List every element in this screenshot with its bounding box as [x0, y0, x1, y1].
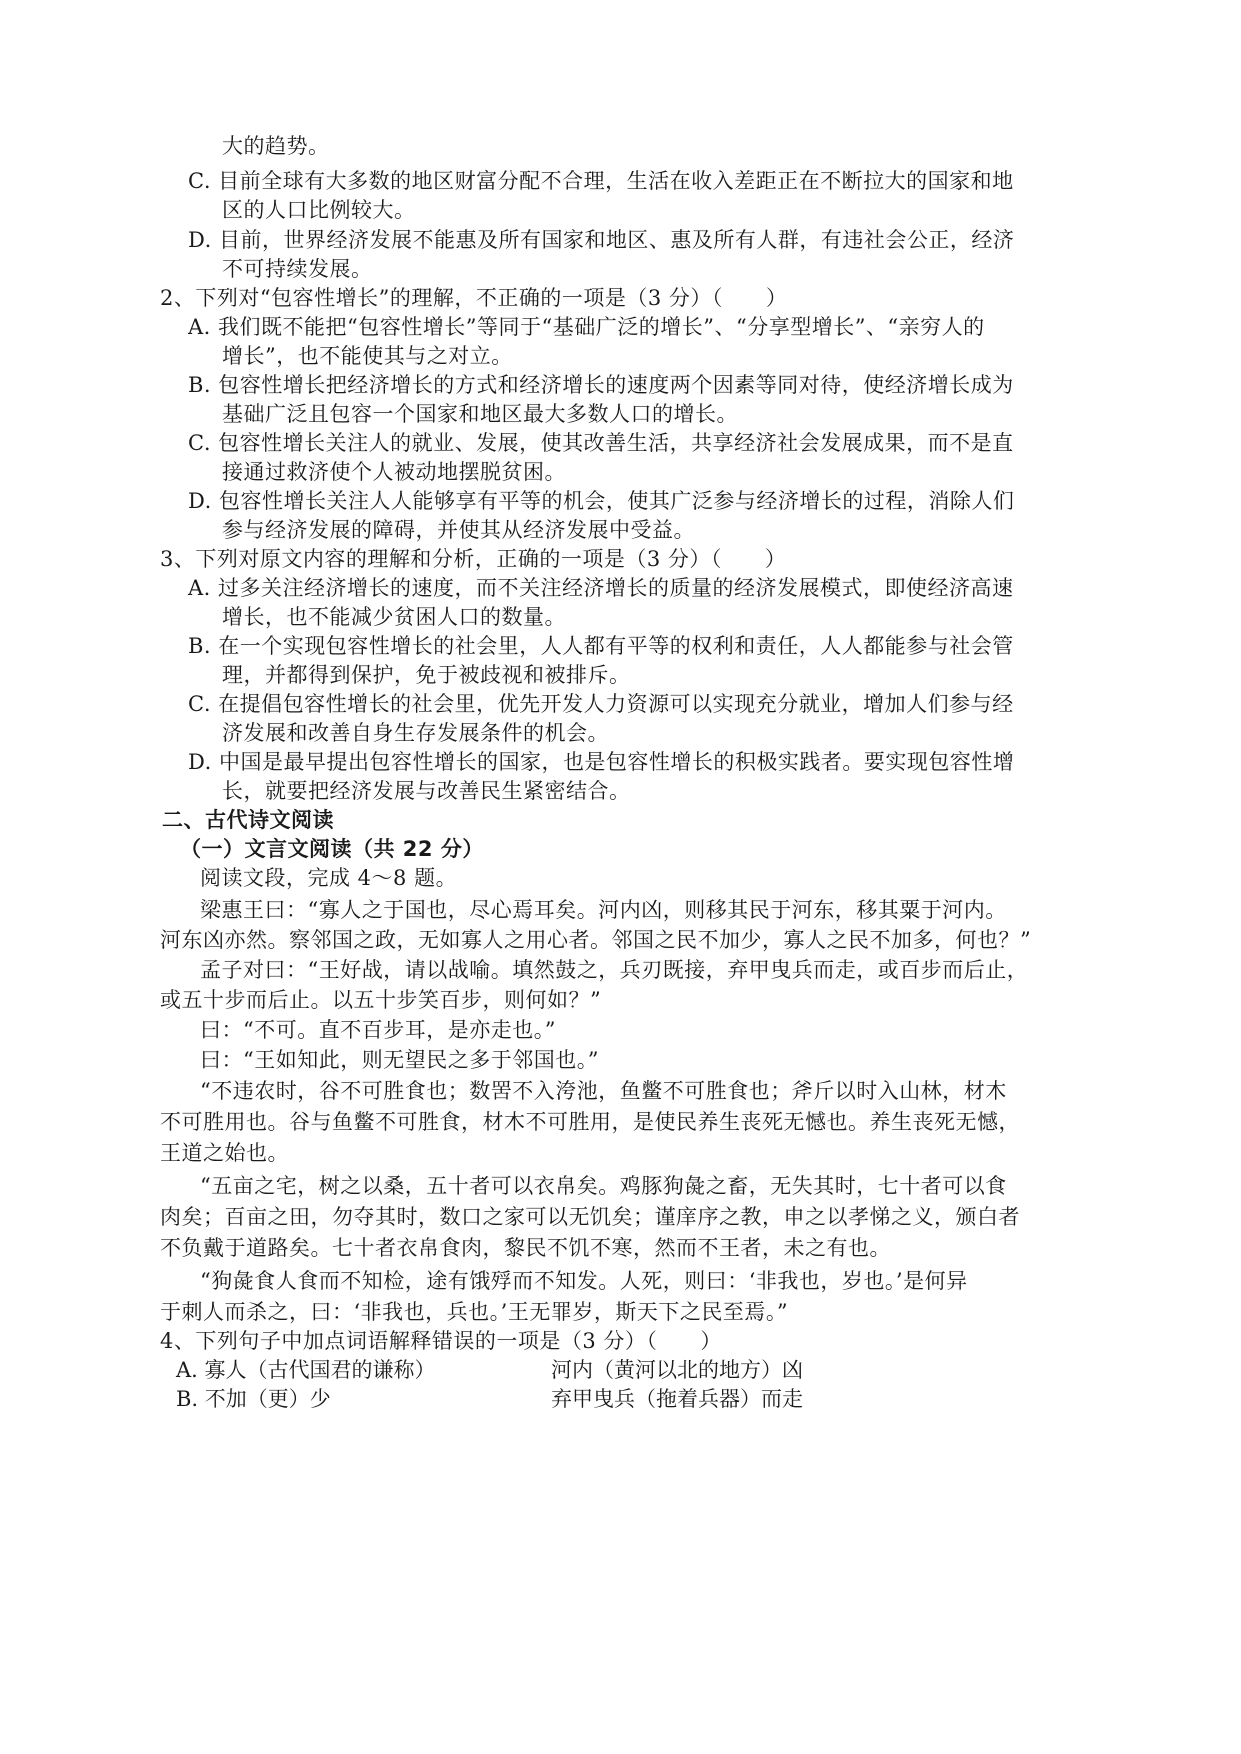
option-c-line: C. 在提倡包容性增长的社会里，优先开发人力资源可以实现充分就业，增加人们参与经 [188, 692, 1014, 716]
passage-line: 孟子对曰：“王好战，请以战喻。填然鼓之，兵刃既接，弃甲曳兵而走，或百步而后止， [200, 958, 1029, 982]
question-3: 3、下列对原文内容的理解和分析，正确的一项是（3 分）（ ） [160, 547, 787, 571]
passage-line: “狗彘食人食而不知检，途有饿殍而不知发。人死，则曰：‘非我也，岁也。’是何异 [200, 1269, 968, 1293]
option-b-line: B. 在一个实现包容性增长的社会里，人人都有平等的权利和责任，人人都能参与社会管 [188, 634, 1014, 658]
option-c-line: C. 包容性增长关注人的就业、发展，使其改善生活，共享经济社会发展成果，而不是直 [188, 431, 1014, 455]
text-line: 参与经济发展的障碍，并使其从经济发展中受益。 [222, 518, 695, 542]
option-b-left: B. 不加（更）少 [176, 1387, 331, 1411]
passage-line: 曰：“王如知此，则无望民之多于邻国也。” [200, 1048, 599, 1072]
passage-line: 或五十步而后止。以五十步笑百步，则何如？” [160, 988, 602, 1012]
text-line: 不可持续发展。 [222, 257, 373, 281]
text-line: 增长”，也不能使其与之对立。 [222, 344, 513, 368]
text-line: 区的人口比例较大。 [222, 198, 416, 222]
option-a-line: A. 我们既不能把“包容性增长”等同于“基础广泛的增长”、“分享型增长”、“亲穷人的 [188, 315, 985, 339]
question-2: 2、下列对“包容性增长”的理解，不正确的一项是（3 分）（ ） [160, 286, 788, 310]
text-line: 理，并都得到保护，免于被歧视和被排斥。 [222, 663, 631, 687]
text-line: 增长，也不能减少贫困人口的数量。 [222, 605, 566, 629]
passage-line: “五亩之宅，树之以桑，五十者可以衣帛矣。鸡豚狗彘之畜，无失其时，七十者可以食 [200, 1174, 1007, 1198]
passage-line: 王道之始也。 [160, 1141, 289, 1165]
option-d-line: D. 中国是最早提出包容性增长的国家，也是包容性增长的积极实践者。要实现包容性增 [188, 750, 1015, 774]
passage-line: 于刺人而杀之，曰：‘非我也，兵也。’王无罪岁，斯天下之民至焉。” [160, 1300, 789, 1324]
passage-line: 曰：“不可。直不百步耳，是亦走也。” [200, 1018, 556, 1042]
question-4: 4、下列句子中加点词语解释错误的一项是（3 分）（ ） [160, 1329, 722, 1353]
option-d-line: D. 包容性增长关注人人能够享有平等的机会，使其广泛参与经济增长的过程，消除人们 [188, 489, 1015, 513]
passage-line: 河东凶亦然。察邻国之政，无如寡人之用心者。邻国之民不加少，寡人之民不加多，何也？” [160, 928, 1032, 952]
instruction: 阅读文段，完成 4～8 题。 [200, 866, 458, 890]
passage-line: 肉矣；百亩之田，勿夺其时，数口之家可以无饥矣；谨庠序之教，申之以孝悌之义，颁白者 [160, 1205, 1020, 1229]
option-a-right: 河内（黄河以北的地方）凶 [551, 1358, 803, 1382]
text-line: 济发展和改善自身生存发展条件的机会。 [222, 721, 609, 745]
subsection-heading: （一）文言文阅读（共 22 分） [180, 837, 484, 861]
option-d-line: D. 目前，世界经济发展不能惠及所有国家和地区、惠及所有人群，有违社会公正，经济 [188, 228, 1015, 252]
option-b-right: 弃甲曳兵（拖着兵器）而走 [551, 1387, 803, 1411]
passage-line: “不违农时，谷不可胜食也；数罟不入洿池，鱼鳖不可胜食也；斧斤以时入山林，材木 [200, 1079, 1007, 1103]
passage-line: 不负戴于道路矣。七十者衣帛食肉，黎民不饥不寒，然而不王者，未之有也。 [160, 1236, 891, 1260]
section-heading: 二、古代诗文阅读 [162, 808, 334, 832]
text-line: 大的趋势。 [222, 134, 330, 158]
option-a-line: A. 过多关注经济增长的速度，而不关注经济增长的质量的经济发展模式，即使经济高速 [188, 576, 1014, 600]
option-c-line: C. 目前全球有大多数的地区财富分配不合理，生活在收入差距正在不断拉大的国家和地 [188, 169, 1014, 193]
option-a-left: A. 寡人（古代国君的谦称） [176, 1358, 436, 1382]
option-b-line: B. 包容性增长把经济增长的方式和经济增长的速度两个因素等同对待，使经济增长成为 [188, 373, 1014, 397]
passage-line: 不可胜用也。谷与鱼鳖不可胜食，材木不可胜用，是使民养生丧死无憾也。养生丧死无憾， [160, 1110, 1020, 1134]
text-line: 长，就要把经济发展与改善民生紧密结合。 [222, 779, 631, 803]
text-line: 基础广泛且包容一个国家和地区最大多数人口的增长。 [222, 402, 738, 426]
passage-line: 梁惠王曰：“寡人之于国也，尽心焉耳矣。河内凶，则移其民于河东，移其粟于河内。 [200, 898, 1007, 922]
text-line: 接通过救济使个人被动地摆脱贫困。 [222, 460, 566, 484]
